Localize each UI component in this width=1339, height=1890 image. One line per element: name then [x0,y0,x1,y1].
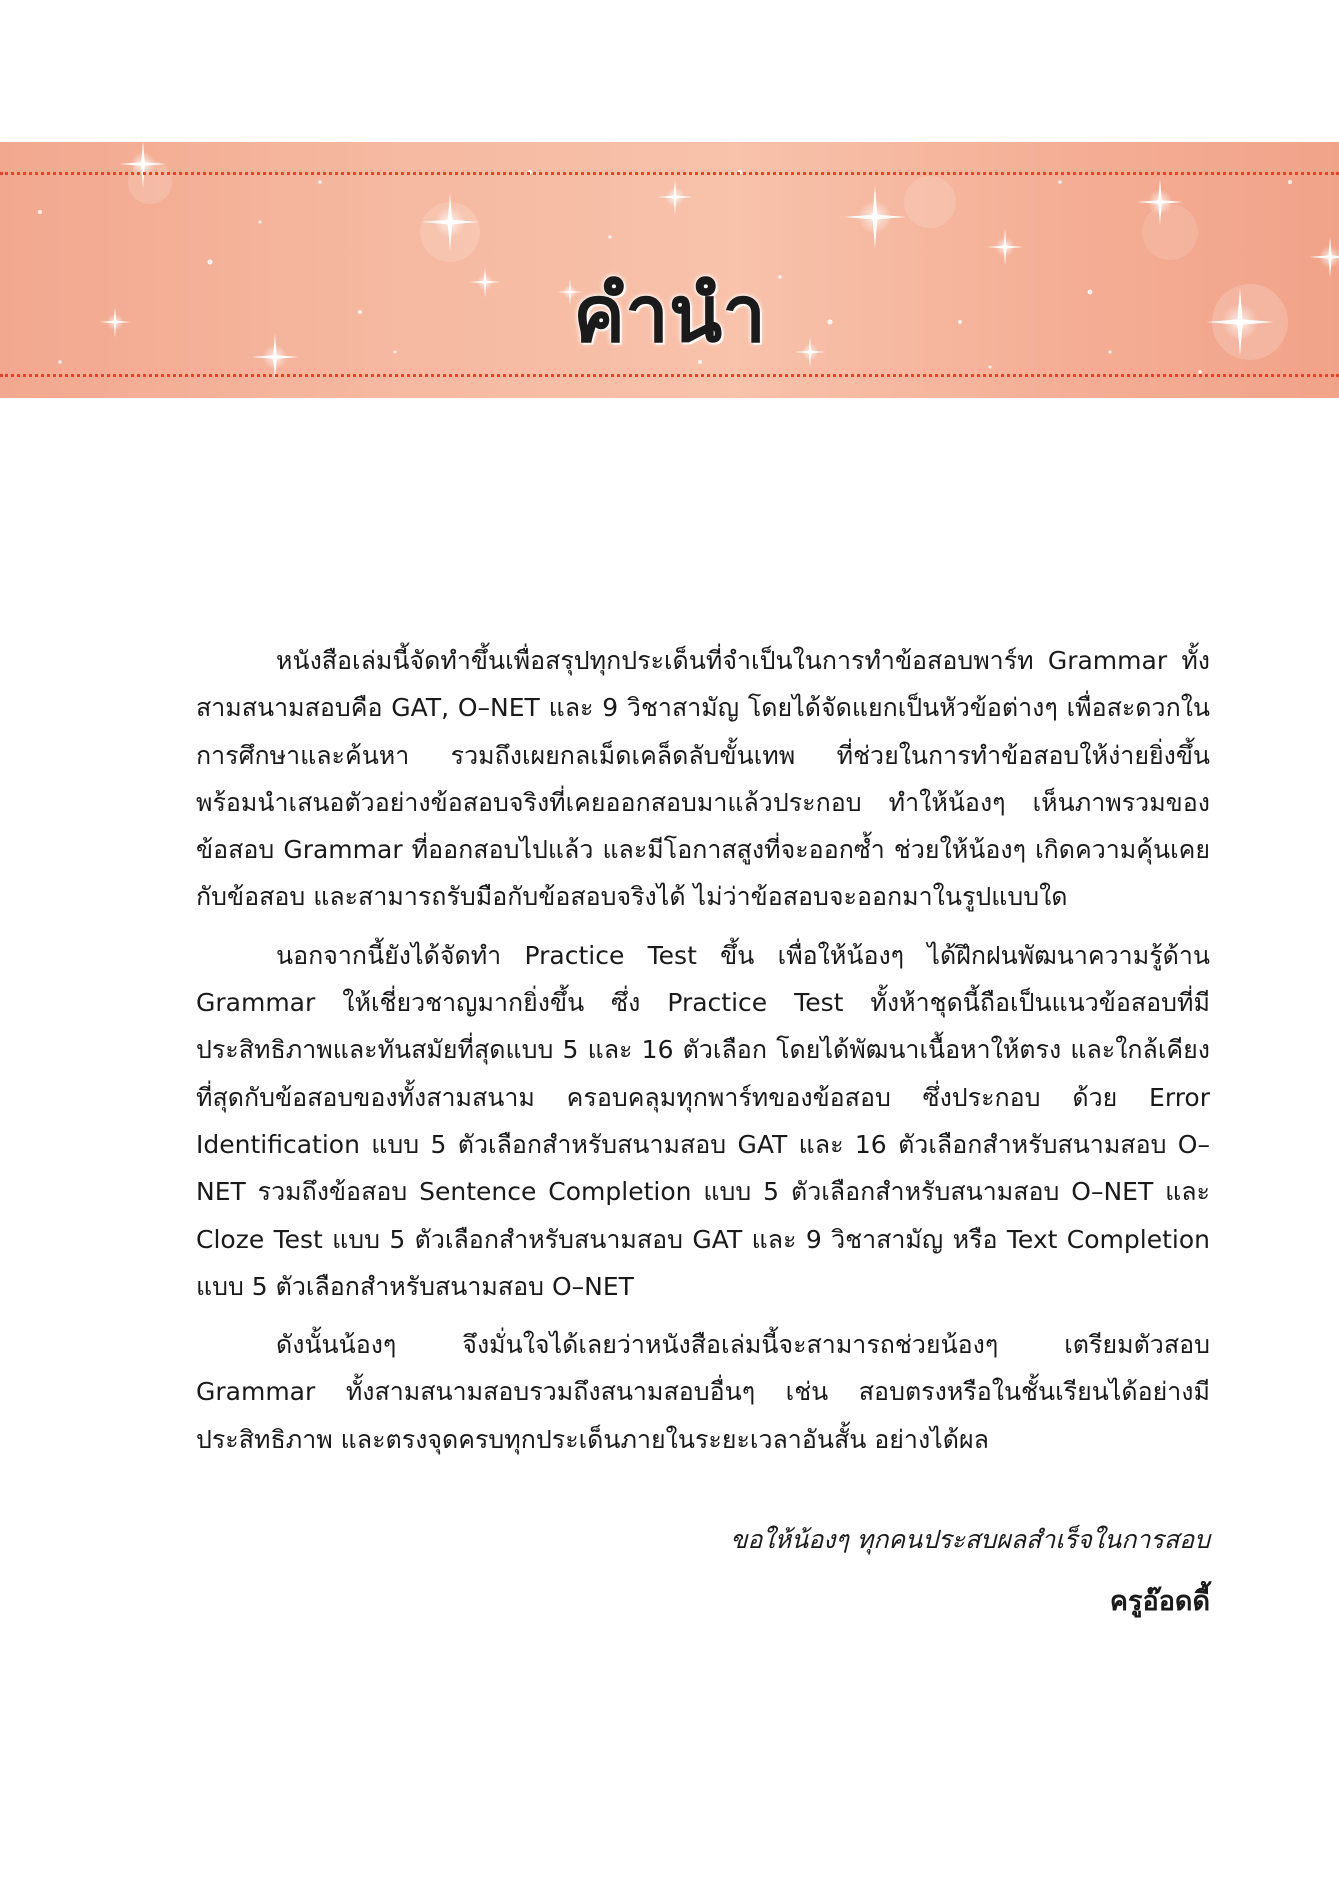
author-signature: ครูอ๊อดดี้ [1109,1586,1210,1617]
preface-paragraph-3: ดังนั้นน้องๆ จึงมั่นใจได้เลยว่าหนังสือเล่มนี้จะสามารถช่วยน้องๆ เตรียมตัวสอบ Grammar ทั้งสามสนามสอบรวมถึงสนามสอบอื่นๆ เช่น สอบตรงหรือในชั้นเรียนได้อย่างมีประสิทธิภาพ และตรงจุดครบทุกประเด็นภายในระยะเวลาอันสั้น อย่างได้ผล [196,1330,1210,1454]
preface-paragraph-1: หนังสือเล่มนี้จัดทำขึ้นเพื่อสรุปทุกประเด็นที่จำเป็นในการทำข้อสอบพาร์ท Grammar ทั้งสามสนามสอบคือ GAT, O–NET และ 9 วิชาสามัญ โดยได้จัดแยกเป็นหัวข้อต่างๆ เพื่อสะดวกในการศึกษาและค้นหา รวมถึงเผยกลเม็ดเคล็ดลับขั้นเทพ ที่ช่วยในการทำข้อสอบให้ง่ายยิ่งขึ้น พร้อมนำเสนอตัวอย่างข้อสอบจริงที่เคยออกสอบมาแล้วประกอบ ทำให้น้องๆ เห็นภาพรวมของข้อสอบ Grammar ที่ออกสอบไปแล้ว และมีโอกาสสูงที่จะออกซ้ำ ช่วยให้น้องๆ เกิดความคุ้นเคยกับข้อสอบ และสามารถรับมือกับข้อสอบจริงได้ ไม่ว่าข้อสอบจะออกมาในรูปแบบใด [196,646,1210,912]
closing-wish: ขอให้น้องๆ ทุกคนประสบผลสำเร็จในการสอบ [730,1525,1210,1554]
preface-body [196,637,1210,1474]
closing-block [196,1516,1210,1625]
banner-dotted-line-bottom [0,374,1339,377]
banner-dotted-line-top [0,172,1339,175]
page-title: คำนำ [572,270,767,361]
title-banner [0,142,1339,398]
preface-paragraph-2: นอกจากนี้ยังได้จัดทำ Practice Test ขึ้น เพื่อให้น้องๆ ได้ฝึกฝนพัฒนาความรู้ด้าน Grammar ให้เชี่ยวชาญมากยิ่งขึ้น ซึ่ง Practice Test ทั้งห้าชุดนี้ถือเป็นแนวข้อสอบที่มีประสิทธิภาพและทันสมัยที่สุดแบบ 5 และ 16 ตัวเลือก โดยได้พัฒนาเนื้อหาให้ตรง และใกล้เคียงที่สุดกับข้อสอบของทั้งสามสนาม ครอบคลุมทุกพาร์ทของข้อสอบ ซึ่งประกอบ ด้วย Error Identification แบบ 5 ตัวเลือกสำหรับสนามสอบ GAT และ 16 ตัวเลือกสำหรับสนามสอบ O–NET รวมถึงข้อสอบ Sentence Completion แบบ 5 ตัวเลือกสำหรับสนามสอบ O–NET และ Cloze Test แบบ 5 ตัวเลือกสำหรับสนามสอบ GAT และ 9 วิชาสามัญ หรือ Text Completion แบบ 5 ตัวเลือกสำหรับสนามสอบ O–NET [196,940,1210,1301]
